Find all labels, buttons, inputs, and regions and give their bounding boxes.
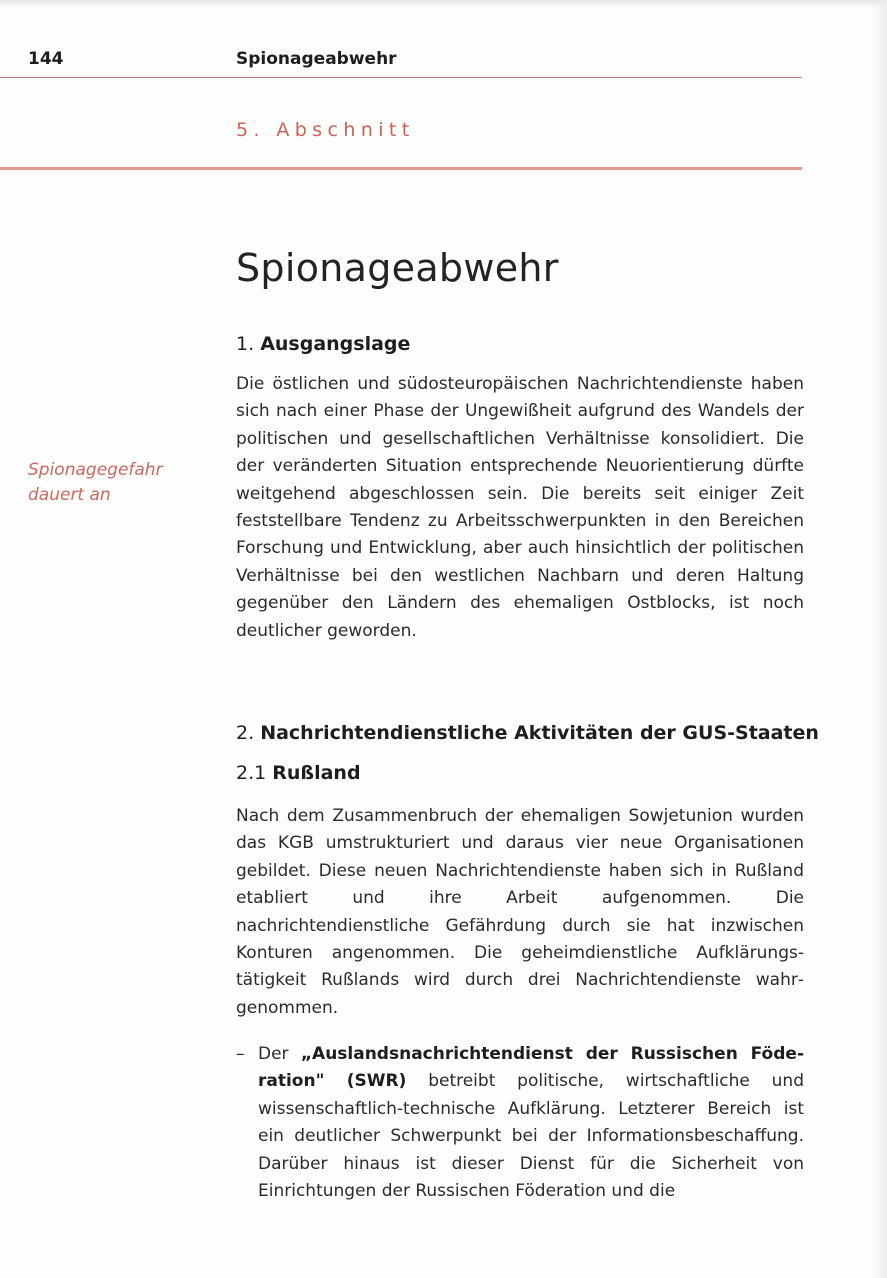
heading-ausgangslage xyxy=(236,333,804,355)
running-head: Spionageabwehr xyxy=(236,49,397,69)
heading-gus-aktivitaeten xyxy=(236,722,819,744)
heading-text: Ausgangslage xyxy=(260,333,411,355)
heading-number: 2.1 xyxy=(236,762,267,784)
heading-number: 2. xyxy=(236,722,255,744)
header-rule xyxy=(0,77,802,78)
bullet-bold: „Auslandsnachrichtendienst der Russischen Föderation" (SWR) xyxy=(258,1044,804,1092)
margin-note xyxy=(28,458,218,508)
section-label: 5. Abschnitt xyxy=(236,119,415,141)
section-rule xyxy=(0,167,802,170)
heading-text: Nachrichtendienstliche Aktivitäten der GUS-Staaten xyxy=(260,722,819,744)
paragraph-ausgangslage: Die östlichen und südosteuropäischen Nachrichtendienste haben sich nach einer Phase der Ungewißheit aufgrund des Wandels der politischen und gesellschaftlichen Verhältnisse konsolidiert. Die der veränderten Situation entsprechende Neuorientierung dürfte weitgehend abgeschlossen sein. Die bereits seit einiger Zeit feststellbare Tendenz zu Arbeitsschwerpunkten in den Bereichen Forschung und Entwicklung, aber auch hinsichtlich der politischen Verhältnisse bei den westlichen Nachbarn und deren Haltung gegenüber den Ländern des ehemaligen Ostblocks, ist noch deutlicher geworden. xyxy=(236,374,804,641)
chapter-title: Spionageabwehr xyxy=(236,246,559,290)
heading-text: Rußland xyxy=(272,762,361,784)
margin-note-line2: dauert an xyxy=(28,485,111,505)
margin-note-line1: Spionagegefahr xyxy=(28,460,163,480)
bullet-lead: Der xyxy=(258,1044,289,1064)
page-top-shadow xyxy=(0,0,887,8)
heading-russland xyxy=(236,762,804,784)
bullet-item-swr xyxy=(236,1041,804,1205)
bullet-dash: – xyxy=(236,1044,245,1064)
paragraph-russland: Nach dem Zusammenbruch der ehemaligen Sowjetunion wurden das KGB umstrukturiert und daraus vier neue Organisationen gebildet. Diese neuen Nachrichtendienste haben sich in Rußland etabliert und ihre Arbeit aufgenommen. Die nachrichtendienstliche Gefährdung durch sie hat inzwischen Konturen angenommen. Die geheimdienstliche Aufklärungstätigkeit Rußlands wird durch drei Nachrichtendienste wahrgenommen. xyxy=(236,806,804,1018)
page-number: 144 xyxy=(28,49,64,69)
page-right-edge xyxy=(871,0,887,1278)
bullet-text xyxy=(258,1041,804,1205)
bullet-rest: betreibt politische, wirtschaftliche und wissenschaftlich-technische Aufklärung. Letzterer Bereich ist ein deutlicher Schwerpunkt bei der Informationsbeschaffung. Darüber hinaus ist dieser Dienst für die Sicherheit von Einrichtungen der Russischen Föderation und die xyxy=(258,1071,804,1202)
heading-number: 1. xyxy=(236,333,255,355)
